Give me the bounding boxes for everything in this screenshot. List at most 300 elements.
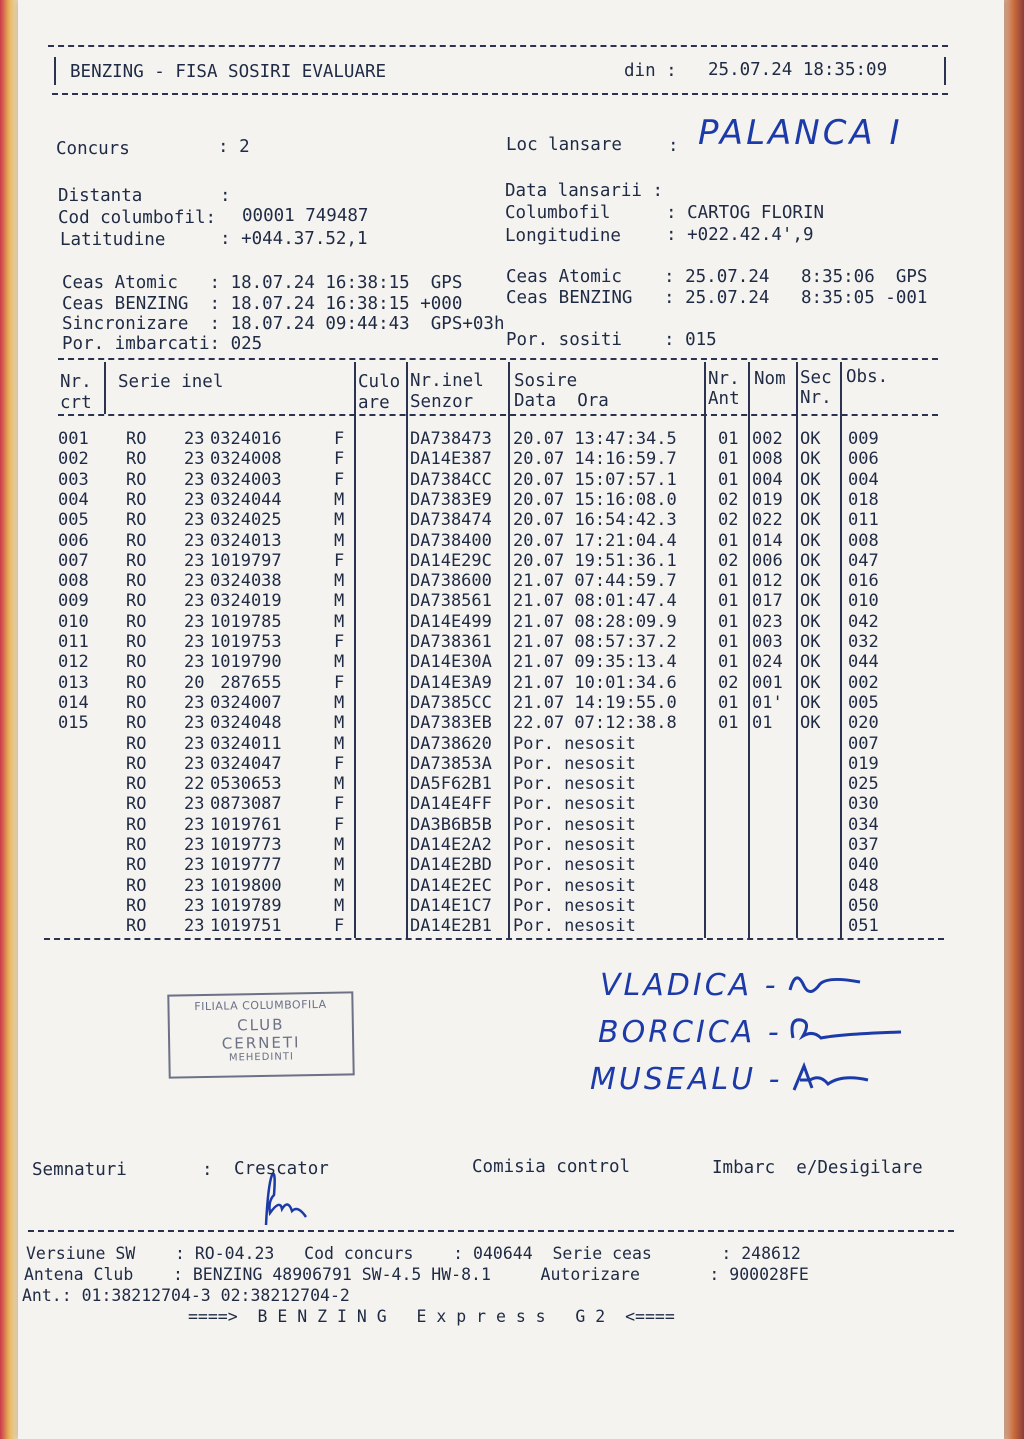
observation: 011: [848, 510, 879, 531]
ring-year: 23: [184, 510, 205, 531]
pigeon-sex: M: [334, 510, 345, 531]
stamp-line-4: MEHEDINTI: [228, 1051, 294, 1064]
pigeon-sex: F: [334, 550, 345, 571]
cod-columbofil-label: Cod columbofil:: [58, 208, 217, 228]
ring-number: 0324048: [210, 713, 282, 734]
security-status: OK: [800, 611, 821, 632]
security-status: OK: [800, 571, 821, 592]
nom-value: 004: [752, 469, 783, 490]
ring-country: RO: [126, 733, 147, 754]
observation: 040: [848, 855, 879, 876]
ring-year: 23: [184, 855, 205, 876]
antenna-number: 01: [718, 429, 739, 449]
ring-number: 1019761: [210, 814, 282, 835]
antenna-number: 01: [718, 713, 739, 734]
security-status: OK: [800, 652, 821, 673]
distanta-label: Distanta: [58, 186, 143, 206]
antenna-number: 01: [718, 469, 739, 490]
footer-versiune: Versiune SW : RO-04.23 Cod concurs : 040644 Serie ceas : 248612: [26, 1244, 801, 1263]
sensor-ring: DA14E1C7: [410, 895, 492, 916]
row-number: 005: [58, 510, 89, 531]
arrival-time: Por. nesosit: [513, 733, 636, 754]
antenna-number: 02: [718, 550, 739, 571]
loc-lansare-label: Loc lansare: [506, 135, 622, 155]
stamp-line-3: CERNETI: [221, 1033, 301, 1053]
row-number: 004: [58, 489, 89, 510]
antenna-number: 01: [718, 530, 739, 551]
ring-year: 23: [184, 794, 205, 815]
arrival-time: 20.07 17:21:04.4: [513, 530, 677, 551]
longitudine-value: : +022.42.4',9: [666, 225, 814, 245]
clock-benzing-start: Ceas BENZING : 18.07.24 16:38:15 +000: [62, 294, 463, 314]
pigeon-sex: M: [334, 530, 345, 551]
pigeon-sex: F: [334, 753, 345, 774]
pigeon-sex: M: [334, 895, 345, 916]
columbofil-value: : CARTOG FLORIN: [666, 203, 825, 223]
ring-year: 23: [184, 753, 205, 774]
pigeon-sex: F: [334, 916, 345, 937]
signature-scribble-1: [790, 978, 860, 992]
ring-year: 23: [184, 814, 205, 835]
columbofil-label: Columbofil: [505, 203, 611, 223]
ring-country: RO: [126, 753, 147, 774]
handwritten-name-2: BORCICA -: [598, 1015, 795, 1050]
col-sosire-header-2: Data Ora: [514, 391, 609, 411]
stamp-line-2: CLUB: [236, 1015, 285, 1035]
ring-number: 0324047: [210, 753, 282, 774]
col-ant-header-2: Ant: [708, 389, 740, 409]
ring-number: 0873087: [210, 794, 282, 815]
pigeon-sex: F: [334, 429, 345, 449]
ring-country: RO: [126, 611, 147, 632]
observation: 025: [848, 774, 879, 795]
handwritten-name-1: VLADICA -: [600, 968, 792, 1003]
ring-year: 20: [184, 672, 205, 693]
pigeon-sex: M: [334, 733, 345, 754]
ring-number: 0324011: [210, 733, 282, 754]
col-sosire-header: Sosire: [514, 371, 578, 391]
row-number: 013: [58, 672, 89, 693]
observation: 019: [848, 753, 879, 774]
ring-country: RO: [126, 510, 147, 531]
porumbei-imbarcati: Por. imbarcati: 025: [62, 334, 263, 354]
security-status: OK: [800, 692, 821, 713]
ring-year: 23: [184, 550, 205, 571]
ring-country: RO: [126, 835, 147, 855]
arrival-time: 21.07 09:35:13.4: [513, 652, 677, 673]
ring-year: 23: [184, 469, 205, 490]
ring-year: 23: [184, 591, 205, 612]
sensor-ring: DA73853A: [410, 753, 492, 774]
arrival-time: 20.07 15:07:57.1: [513, 469, 677, 490]
ring-country: RO: [126, 713, 147, 734]
signature-scribble-2: [792, 1020, 901, 1038]
ring-year: 23: [184, 733, 205, 754]
col-culoare-header: Culo: [358, 372, 401, 392]
row-number: 001: [58, 429, 89, 449]
pigeon-sex: F: [334, 449, 345, 470]
security-status: OK: [800, 530, 821, 551]
ring-country: RO: [126, 449, 147, 470]
col-serie-header: Serie inel: [118, 372, 224, 392]
pigeon-sex: M: [334, 875, 345, 896]
arrival-time: 21.07 07:44:59.7: [513, 571, 677, 592]
pigeon-sex: F: [334, 632, 345, 652]
observation: 030: [848, 794, 879, 815]
sensor-ring: DA738474: [410, 510, 492, 531]
col-culoare-header-2: are: [358, 393, 390, 413]
ring-year: 23: [184, 875, 205, 896]
observation: 047: [848, 550, 879, 571]
arrival-time: 20.07 13:47:34.5: [513, 429, 677, 449]
nom-value: 024: [752, 652, 783, 673]
latitudine-value: : +044.37.52,1: [220, 229, 368, 249]
ring-year: 23: [184, 530, 205, 551]
observation: 002: [848, 672, 879, 693]
sensor-ring: DA738361: [410, 632, 492, 652]
pigeon-sex: M: [334, 855, 345, 876]
document-title: BENZING - FISA SOSIRI EVALUARE: [70, 62, 387, 82]
pigeon-sex: M: [334, 692, 345, 713]
ring-year: 23: [184, 895, 205, 916]
observation: 020: [848, 713, 879, 734]
crescator-label: Crescator: [234, 1159, 329, 1179]
nom-value: 006: [752, 550, 783, 571]
observation: 005: [848, 692, 879, 713]
ring-number: 1019789: [210, 895, 282, 916]
pigeon-sex: M: [334, 835, 345, 855]
ring-number: 1019790: [210, 652, 282, 673]
nom-value: 01': [752, 692, 783, 713]
loc-lansare-colon: :: [668, 136, 679, 156]
ring-number: 1019800: [210, 875, 282, 896]
pigeon-sex: M: [334, 489, 345, 510]
observation: 032: [848, 632, 879, 652]
pigeon-sex: M: [334, 652, 345, 673]
observation: 044: [848, 652, 879, 673]
observation: 010: [848, 591, 879, 612]
pigeon-sex: F: [334, 469, 345, 490]
antenna-number: 02: [718, 489, 739, 510]
observation: 004: [848, 469, 879, 490]
security-status: OK: [800, 550, 821, 571]
concurs-value: : 2: [218, 137, 250, 157]
antenna-number: 01: [718, 692, 739, 713]
arrival-time: 20.07 14:16:59.7: [513, 449, 677, 470]
arrival-time: 20.07 16:54:42.3: [513, 510, 677, 531]
col-sec-header: Sec: [800, 368, 832, 388]
observation: 051: [848, 916, 879, 937]
ring-year: 23: [184, 429, 205, 449]
sensor-ring: DA14E2BD: [410, 855, 492, 876]
observation: 042: [848, 611, 879, 632]
sensor-ring: DA14E30A: [410, 652, 492, 673]
arrival-time: 21.07 08:28:09.9: [513, 611, 677, 632]
ring-number: 1019753: [210, 632, 282, 652]
row-number: 012: [58, 652, 89, 673]
col-obs-header: Obs.: [846, 367, 889, 387]
sensor-ring: DA14E499: [410, 611, 492, 632]
arrival-time: Por. nesosit: [513, 794, 636, 815]
arrival-time: Por. nesosit: [513, 895, 636, 916]
security-status: OK: [800, 429, 821, 449]
ring-country: RO: [126, 489, 147, 510]
ring-year: 23: [184, 692, 205, 713]
sensor-ring: DA738473: [410, 429, 492, 449]
sensor-ring: DA14E3A9: [410, 672, 492, 693]
ring-number: 0324044: [210, 489, 282, 510]
col-sec-header-2: Nr.: [800, 388, 832, 408]
nom-value: 003: [752, 632, 783, 652]
ring-country: RO: [126, 632, 147, 652]
footer-brand: ====> B E N Z I N G E x p r e s s G 2 <====: [188, 1307, 675, 1326]
arrival-time: 20.07 15:16:08.0: [513, 489, 677, 510]
nom-value: 019: [752, 489, 783, 510]
antenna-number: 01: [718, 571, 739, 592]
pigeon-sex: M: [334, 713, 345, 734]
pigeon-sex: F: [334, 814, 345, 835]
antenna-number: 02: [718, 510, 739, 531]
ring-number: 1019773: [210, 835, 282, 855]
sensor-ring: DA738561: [410, 591, 492, 612]
sensor-ring: DA7383E9: [410, 489, 492, 510]
col-inel-header-2: Senzor: [410, 392, 474, 412]
security-status: OK: [800, 510, 821, 531]
document-page: [18, 0, 1004, 1439]
col-ant-header: Nr.: [708, 369, 740, 389]
ring-year: 23: [184, 713, 205, 734]
security-status: OK: [800, 469, 821, 490]
loc-lansare-handwritten: PALANCA I: [698, 113, 903, 153]
row-number: 015: [58, 713, 89, 734]
observation: 034: [848, 814, 879, 835]
ring-year: 23: [184, 835, 205, 855]
sensor-ring: DA14E387: [410, 449, 492, 470]
observation: 016: [848, 571, 879, 592]
ring-number: 0324003: [210, 469, 282, 490]
sensor-ring: DA7384CC: [410, 469, 492, 490]
pigeon-sex: M: [334, 591, 345, 612]
nom-value: 022: [752, 510, 783, 531]
semnaturi-colon: :: [202, 1160, 213, 1180]
date-value: 25.07.24 18:35:09: [708, 60, 888, 80]
comisia-control-label: Comisia control: [472, 1157, 631, 1177]
ring-number: 0324008: [210, 449, 282, 470]
ring-year: 23: [184, 449, 205, 470]
row-number: 006: [58, 530, 89, 551]
arrival-time: 22.07 07:12:38.8: [513, 713, 677, 734]
arrival-time: Por. nesosit: [513, 753, 636, 774]
footer-ant: Ant.: 01:38212704-3 02:38212704-2: [22, 1286, 350, 1305]
arrival-time: Por. nesosit: [513, 855, 636, 876]
col-nr-header: Nr.: [60, 372, 92, 392]
ring-number: 287655: [210, 672, 282, 693]
sensor-ring: DA14E4FF: [410, 794, 492, 815]
porumbei-sositi: Por. sositi : 015: [506, 330, 717, 350]
arrival-time: 21.07 14:19:55.0: [513, 692, 677, 713]
ring-country: RO: [126, 916, 147, 937]
latitudine-label: Latitudine: [60, 230, 166, 250]
ring-number: 1019797: [210, 550, 282, 571]
row-number: 014: [58, 692, 89, 713]
ring-year: 23: [184, 571, 205, 592]
sensor-ring: DA3B6B5B: [410, 814, 492, 835]
nom-value: 014: [752, 530, 783, 551]
security-status: OK: [800, 672, 821, 693]
footer-top-border: [28, 1230, 954, 1232]
ring-year: 23: [184, 489, 205, 510]
observation: 048: [848, 875, 879, 896]
security-status: OK: [800, 449, 821, 470]
observation: 007: [848, 733, 879, 754]
semnaturi-label: Semnaturi: [32, 1160, 127, 1180]
ring-number: 0324038: [210, 571, 282, 592]
security-status: OK: [800, 489, 821, 510]
imbarcare-desigilare-label: Imbarc e/Desigilare: [712, 1158, 923, 1178]
ring-country: RO: [126, 875, 147, 896]
nom-value: 017: [752, 591, 783, 612]
ring-country: RO: [126, 895, 147, 916]
arrival-time: Por. nesosit: [513, 875, 636, 896]
nom-value: 01: [752, 713, 773, 734]
nom-value: 008: [752, 449, 783, 470]
antenna-number: 01: [718, 652, 739, 673]
nom-value: 001: [752, 672, 783, 693]
row-number: 008: [58, 571, 89, 592]
ring-country: RO: [126, 652, 147, 673]
nom-value: 023: [752, 611, 783, 632]
ring-year: 23: [184, 916, 205, 937]
ring-country: RO: [126, 530, 147, 551]
pigeon-sex: F: [334, 672, 345, 693]
footer-antena: Antena Club : BENZING 48906791 SW-4.5 HW-8.1 Autorizare : 900028FE: [24, 1265, 809, 1284]
clock-atomic-start: Ceas Atomic : 18.07.24 16:38:15 GPS: [62, 273, 463, 293]
ring-country: RO: [126, 550, 147, 571]
row-number: 007: [58, 550, 89, 571]
arrival-time: 20.07 19:51:36.1: [513, 550, 677, 571]
sensor-ring: DA14E2B1: [410, 916, 492, 937]
club-stamp: [167, 991, 354, 1078]
ring-year: 23: [184, 611, 205, 632]
ring-number: 0324016: [210, 429, 282, 449]
antenna-number: 01: [718, 449, 739, 470]
clock-benzing-end: Ceas BENZING : 25.07.24 8:35:05 -001: [506, 288, 928, 308]
antenna-number: 02: [718, 672, 739, 693]
row-number: 009: [58, 591, 89, 612]
ring-year: 23: [184, 652, 205, 673]
ring-country: RO: [126, 794, 147, 815]
col-inel-header: Nr.inel: [410, 371, 484, 391]
sensor-ring: DA14E2A2: [410, 835, 492, 855]
col-nr-header-2: crt: [60, 393, 92, 413]
handwritten-signatures-layer: [18, 0, 1004, 1439]
ring-number: 0530653: [210, 774, 282, 795]
sensor-ring: DA7383EB: [410, 713, 492, 734]
crescator-signature: [266, 1174, 306, 1225]
pigeon-sex: M: [334, 611, 345, 632]
sincronizare: Sincronizare : 18.07.24 09:44:43 GPS+03h: [62, 314, 505, 334]
handwritten-name-3: MUSEALU -: [590, 1062, 795, 1097]
observation: 006: [848, 449, 879, 470]
antenna-number: 01: [718, 632, 739, 652]
observation: 050: [848, 895, 879, 916]
arrival-time: Por. nesosit: [513, 916, 636, 937]
pigeon-sex: F: [334, 794, 345, 815]
date-label: din :: [624, 61, 677, 81]
arrival-time: 21.07 08:01:47.4: [513, 591, 677, 612]
distanta-value: :: [220, 186, 231, 206]
antenna-number: 01: [718, 591, 739, 612]
ring-country: RO: [126, 774, 147, 795]
ring-country: RO: [126, 814, 147, 835]
row-number: 003: [58, 469, 89, 490]
sensor-ring: DA14E2EC: [410, 875, 492, 896]
signature-scribble-3: [794, 1066, 868, 1090]
row-number: 002: [58, 449, 89, 470]
clock-atomic-end: Ceas Atomic : 25.07.24 8:35:06 GPS: [506, 267, 928, 287]
security-status: OK: [800, 632, 821, 652]
arrival-time: Por. nesosit: [513, 835, 636, 855]
pigeon-sex: M: [334, 571, 345, 592]
ring-number: 0324019: [210, 591, 282, 612]
row-number: 010: [58, 611, 89, 632]
nom-value: 012: [752, 571, 783, 592]
sensor-ring: DA738620: [410, 733, 492, 754]
ring-country: RO: [126, 672, 147, 693]
ring-country: RO: [126, 571, 147, 592]
longitudine-label: Longitudine: [505, 226, 621, 246]
pigeon-sex: M: [334, 774, 345, 795]
sensor-ring: DA14E29C: [410, 550, 492, 571]
ring-year: 22: [184, 774, 205, 795]
antenna-number: 01: [718, 611, 739, 632]
observation: 018: [848, 489, 879, 510]
col-nom-header: Nom: [754, 369, 786, 389]
ring-number: 0324007: [210, 692, 282, 713]
ring-number: 1019785: [210, 611, 282, 632]
ring-number: 1019777: [210, 855, 282, 876]
ring-number: 0324013: [210, 530, 282, 551]
ring-number: 1019751: [210, 916, 282, 937]
data-lansarii-label: Data lansarii :: [505, 181, 664, 201]
ring-year: 23: [184, 632, 205, 652]
observation: 037: [848, 835, 879, 855]
stamp-line-1: FILIALA COLUMBOFILA: [194, 997, 327, 1014]
security-status: OK: [800, 713, 821, 734]
arrival-time: Por. nesosit: [513, 814, 636, 835]
ring-country: RO: [126, 855, 147, 876]
arrival-time: 21.07 10:01:34.6: [513, 672, 677, 693]
concurs-label: Concurs: [56, 139, 130, 159]
ring-country: RO: [126, 591, 147, 612]
row-number: 011: [58, 632, 89, 652]
ring-country: RO: [126, 692, 147, 713]
sensor-ring: DA738400: [410, 530, 492, 551]
cod-columbofil-value: 00001 749487: [242, 206, 369, 226]
sensor-ring: DA5F62B1: [410, 774, 492, 795]
ring-country: RO: [126, 469, 147, 490]
observation: 009: [848, 429, 879, 449]
arrival-time: 21.07 08:57:37.2: [513, 632, 677, 652]
ring-number: 0324025: [210, 510, 282, 531]
arrival-time: Por. nesosit: [513, 774, 636, 795]
security-status: OK: [800, 591, 821, 612]
nom-value: 002: [752, 429, 783, 449]
observation: 008: [848, 530, 879, 551]
sensor-ring: DA7385CC: [410, 692, 492, 713]
sensor-ring: DA738600: [410, 571, 492, 592]
ring-country: RO: [126, 429, 147, 449]
